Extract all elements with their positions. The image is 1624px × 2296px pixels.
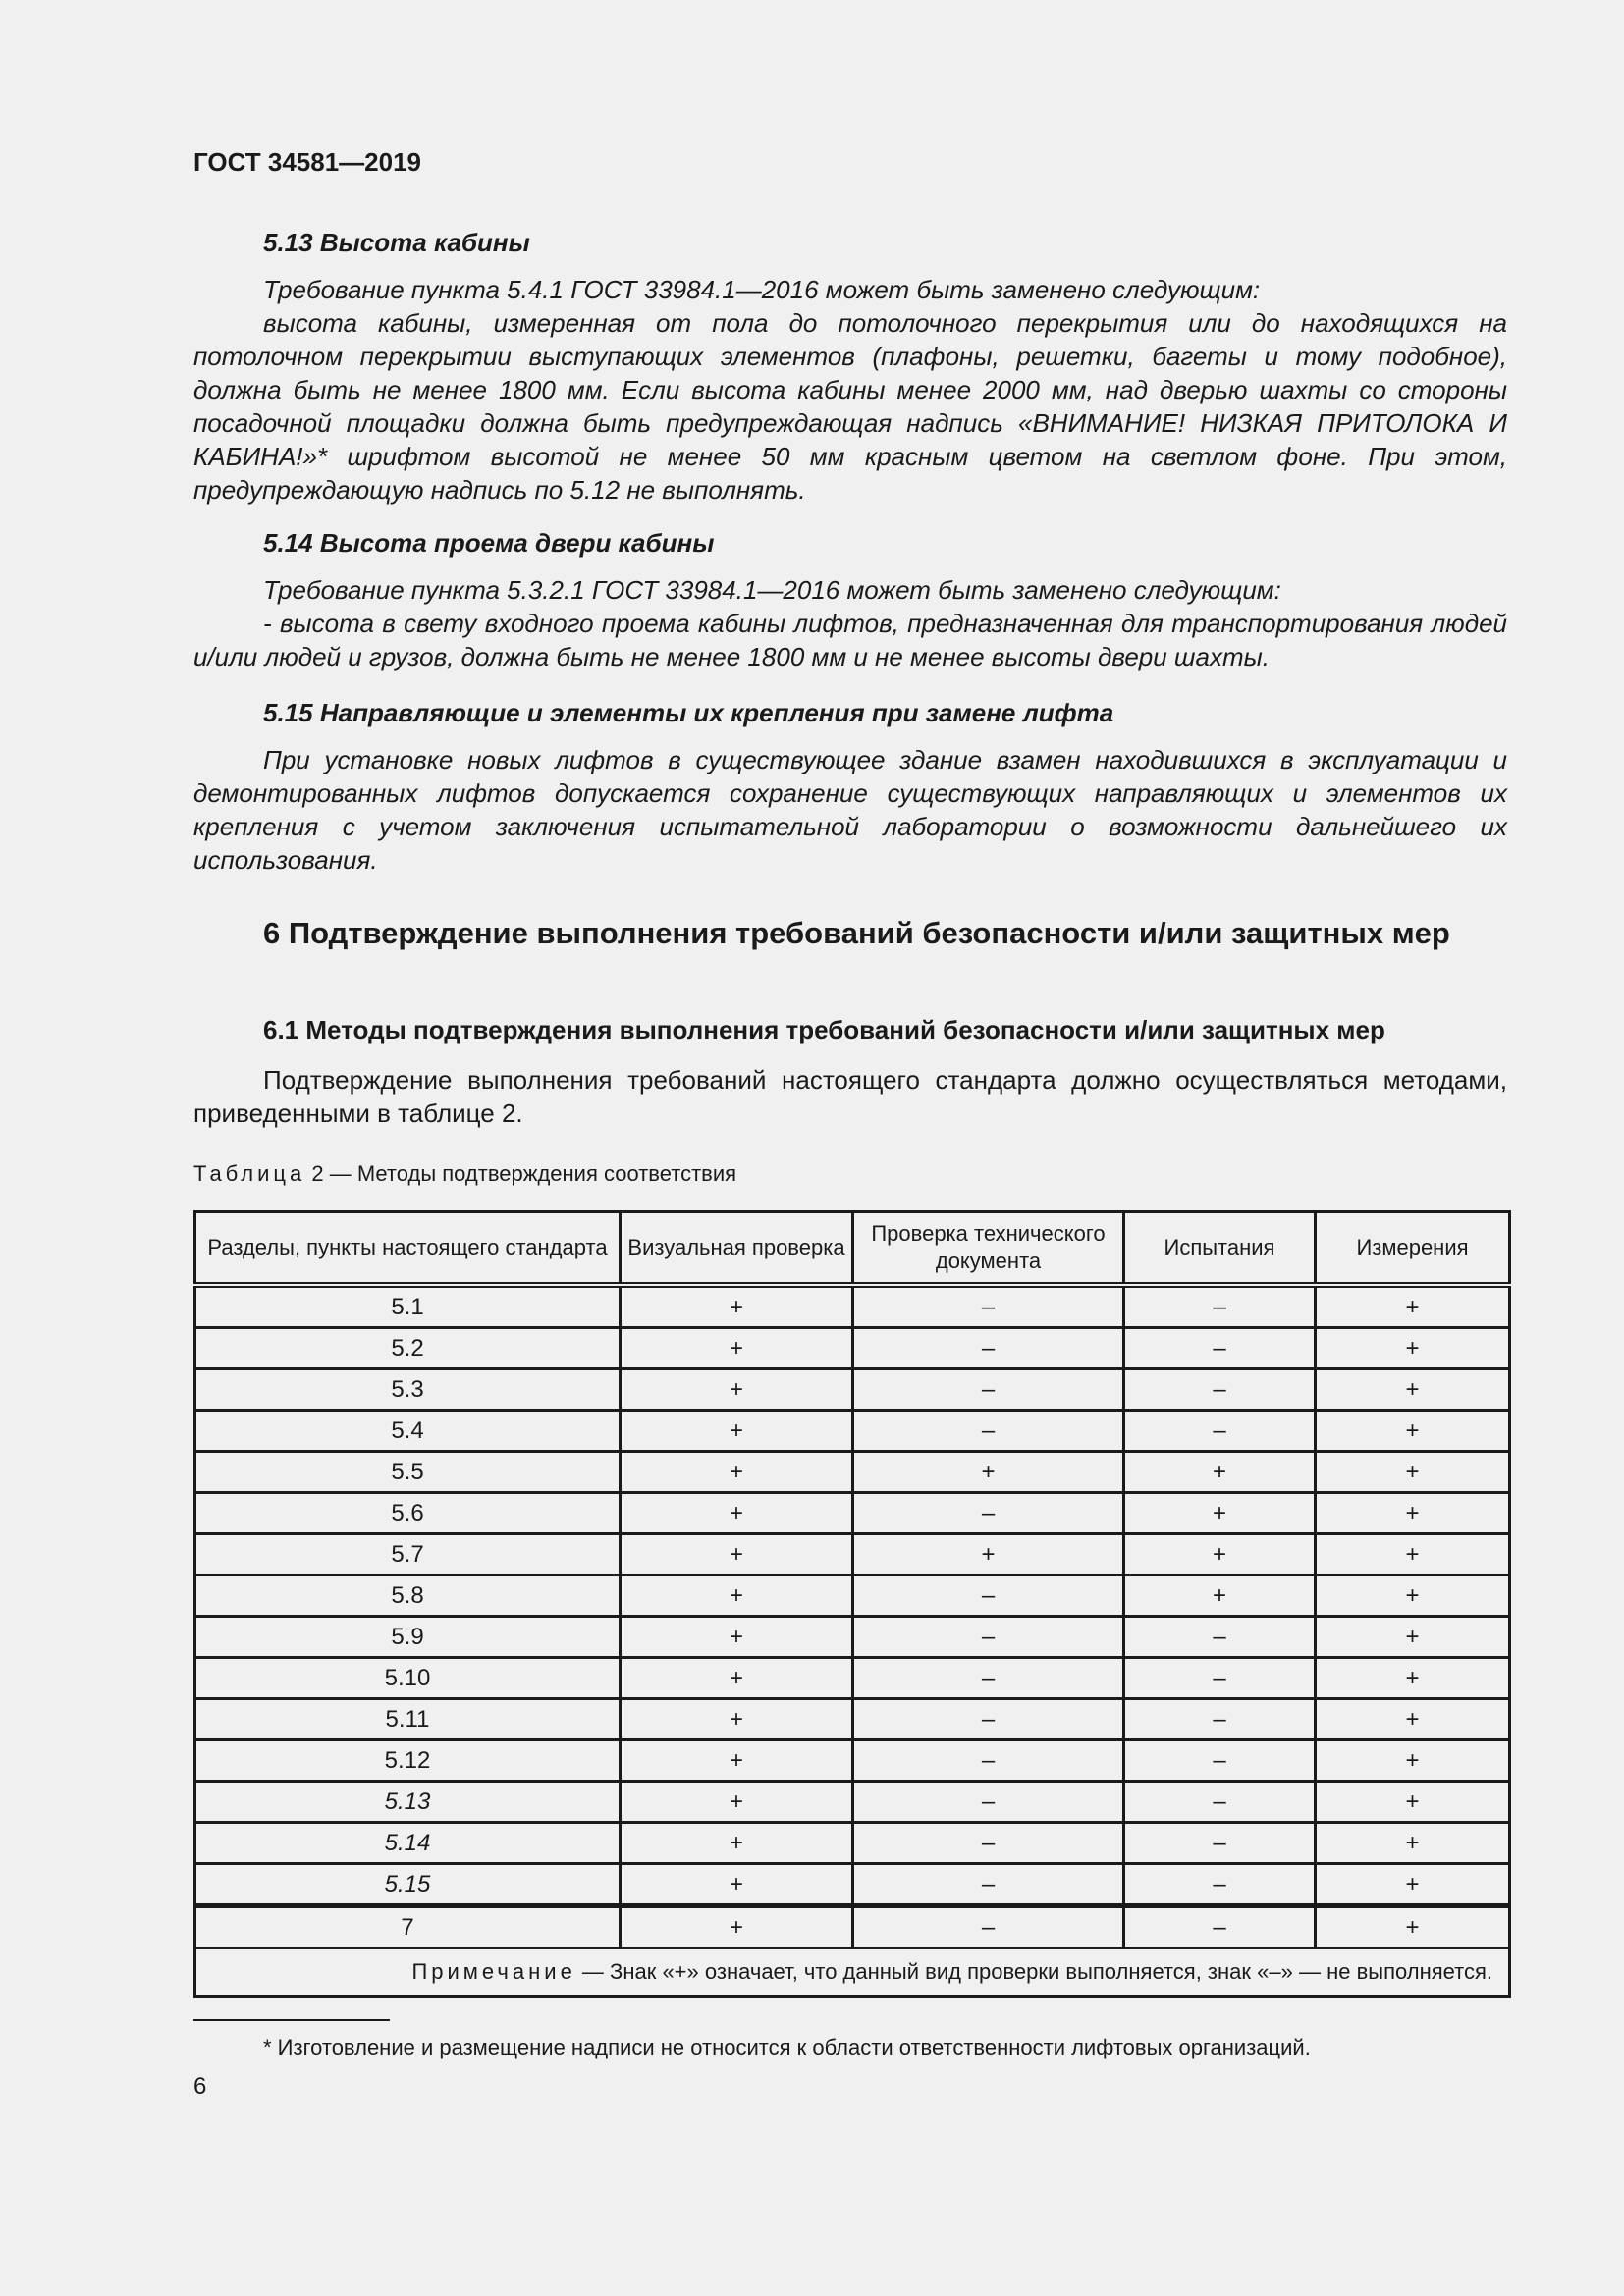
table-caption-prefix: Таблица — [193, 1161, 306, 1186]
section-body-5-13 — [193, 273, 1507, 507]
table-row — [195, 1534, 1510, 1575]
table-row — [195, 1452, 1510, 1493]
table-cell-mark: + — [1124, 1493, 1316, 1534]
table-cell-mark: + — [1316, 1493, 1510, 1534]
table-cell-mark: – — [853, 1328, 1124, 1369]
table-cell-mark: – — [853, 1658, 1124, 1699]
table-cell-mark: – — [1124, 1699, 1316, 1740]
table-row — [195, 1493, 1510, 1534]
table-cell-mark: + — [621, 1328, 853, 1369]
table-cell-mark: + — [621, 1411, 853, 1452]
table-cell-mark: + — [1316, 1369, 1510, 1411]
table-cell-mark: – — [853, 1906, 1124, 1949]
table-row — [195, 1617, 1510, 1658]
table-row — [195, 1699, 1510, 1740]
table-cell-mark: + — [1316, 1575, 1510, 1617]
table-cell-mark: – — [853, 1699, 1124, 1740]
subsection-6-1-title: 6.1 Методы подтверждения выполнения требований безопасности и/или защитных мер — [263, 1015, 1385, 1044]
table-cell-mark: – — [1124, 1782, 1316, 1823]
table-cell-mark: – — [1124, 1864, 1316, 1906]
table-cell-section: 5.13 — [195, 1782, 621, 1823]
table-cell-mark: + — [621, 1617, 853, 1658]
chapter-6-title: 6 Подтверждение выполнения требований безопасности и/или защитных мер — [263, 916, 1450, 950]
table-cell-mark: + — [621, 1699, 853, 1740]
table-cell-mark: + — [1316, 1617, 1510, 1658]
footnote: * Изготовление и размещение надписи не относится к области ответственности лифтовых организаций. — [263, 2035, 1311, 2059]
table-row — [195, 1658, 1510, 1699]
table-cell-mark: + — [1316, 1658, 1510, 1699]
table-cell-mark: – — [1124, 1285, 1316, 1328]
table-header-row — [195, 1212, 1510, 1286]
table-row — [195, 1864, 1510, 1906]
table-cell-mark: + — [853, 1452, 1124, 1493]
table-row — [195, 1285, 1510, 1328]
chapter-6-paragraph — [193, 1063, 1507, 1130]
table-cell-mark: + — [621, 1369, 853, 1411]
table-cell-mark: – — [853, 1617, 1124, 1658]
table-cell-mark: – — [1124, 1369, 1316, 1411]
section-body-5-14 — [193, 573, 1507, 673]
table-cell-mark: + — [1316, 1534, 1510, 1575]
table-cell-section: 5.15 — [195, 1864, 621, 1906]
table-cell-section: 5.4 — [195, 1411, 621, 1452]
table-cell-section: 5.5 — [195, 1452, 621, 1493]
table-cell-mark: + — [621, 1534, 853, 1575]
table-row — [195, 1328, 1510, 1369]
paragraph: Подтверждение выполнения требований настоящего стандарта должно осуществляться методами, приведенными в таблице 2. — [193, 1065, 1507, 1128]
table-row — [195, 1411, 1510, 1452]
table-cell-section: 5.10 — [195, 1658, 621, 1699]
table-cell-mark: + — [1316, 1740, 1510, 1782]
footnote-divider — [193, 2019, 390, 2021]
table-cell-section: 5.2 — [195, 1328, 621, 1369]
table-cell-mark: – — [1124, 1411, 1316, 1452]
table-cell-mark: + — [1124, 1534, 1316, 1575]
table-row — [195, 1906, 1510, 1949]
paragraph: Требование пункта 5.3.2.1 ГОСТ 33984.1—2016 может быть заменено следующим: — [263, 575, 1281, 605]
table-cell-mark: – — [853, 1782, 1124, 1823]
table-note-row — [195, 1949, 1510, 1997]
table-cell-mark: – — [853, 1575, 1124, 1617]
table-cell-section: 7 — [195, 1906, 621, 1949]
paragraph: При установке новых лифтов в существующее здание взамен находившихся в эксплуатации и демонтированных лифтов допускается сохранение существующих направляющих и элементов их крепления с учетом заключения испытательной лаборатории о возможности дальнейшего их использования. — [193, 745, 1507, 875]
paragraph: - высота в свету входного проема кабины лифтов, предназначенная для транспортирования людей и/или людей и грузов, должна быть не менее 1800 мм и не менее высоты двери шахты. — [193, 609, 1507, 671]
table-cell-mark: + — [621, 1452, 853, 1493]
table-cell-mark: – — [853, 1740, 1124, 1782]
column-header-measurements: Измерения — [1316, 1212, 1510, 1286]
table-cell-mark: – — [853, 1823, 1124, 1864]
table-cell-mark: – — [1124, 1658, 1316, 1699]
table-cell-section: 5.8 — [195, 1575, 621, 1617]
table-caption — [193, 1161, 736, 1187]
table-cell-mark: – — [853, 1369, 1124, 1411]
paragraph: высота кабины, измеренная от пола до потолочного перекрытия или до находящихся на потолочном перекрытии выступающих элементов (плафоны, решетки, багеты и тому подобное), должна быть не менее 1800 мм. Если высота кабины менее 2000 мм, над дверью шахты со стороны посадочной площадки должна быть предупреждающая надпись «ВНИМАНИЕ! НИЗКАЯ ПРИТОЛОКА И КАБИНА!»* шрифтом высотой не менее 50 мм красным цветом на светлом фоне. При этом, предупреждающую надпись по 5.12 не выполнять. — [193, 308, 1507, 505]
table-cell-mark: + — [1124, 1575, 1316, 1617]
table-cell-mark: + — [1316, 1452, 1510, 1493]
table-cell-mark: + — [621, 1823, 853, 1864]
table-cell-mark: + — [1124, 1452, 1316, 1493]
table-cell-mark: – — [853, 1864, 1124, 1906]
table-row — [195, 1369, 1510, 1411]
table-cell-section: 5.14 — [195, 1823, 621, 1864]
table-cell-mark: + — [621, 1740, 853, 1782]
table-cell-mark: + — [1316, 1906, 1510, 1949]
table-cell-mark: + — [621, 1658, 853, 1699]
table-cell-mark: – — [1124, 1328, 1316, 1369]
column-header-tests: Испытания — [1124, 1212, 1316, 1286]
table-row — [195, 1740, 1510, 1782]
table-cell-mark: + — [621, 1864, 853, 1906]
table-cell-section: 5.7 — [195, 1534, 621, 1575]
table-cell-mark: – — [853, 1285, 1124, 1328]
table-row — [195, 1575, 1510, 1617]
table-cell-mark: + — [621, 1575, 853, 1617]
table-cell-mark: + — [1316, 1328, 1510, 1369]
paragraph: Требование пункта 5.4.1 ГОСТ 33984.1—2016 может быть заменено следующим: — [263, 275, 1261, 304]
table-cell-mark: – — [1124, 1906, 1316, 1949]
table-cell-mark: – — [1124, 1740, 1316, 1782]
table-cell-mark: + — [621, 1285, 853, 1328]
table-cell-mark: – — [1124, 1823, 1316, 1864]
table-row — [195, 1823, 1510, 1864]
column-header-visual: Визуальная проверка — [621, 1212, 853, 1286]
section-title-5-14: 5.14 Высота проема двери кабины — [263, 528, 715, 558]
table-cell-mark: + — [621, 1782, 853, 1823]
table-cell-mark: – — [853, 1493, 1124, 1534]
table-cell-mark: + — [1316, 1699, 1510, 1740]
table-cell-mark: + — [621, 1906, 853, 1949]
document-code: ГОСТ 34581—2019 — [193, 147, 421, 177]
table-note-prefix: Примечание — [411, 1959, 576, 1984]
table-cell-mark: + — [1316, 1864, 1510, 1906]
page-number: 6 — [193, 2073, 207, 2100]
table-cell-mark: + — [1316, 1285, 1510, 1328]
section-title-5-13: 5.13 Высота кабины — [263, 228, 530, 257]
table-note-text: — Знак «+» означает, что данный вид проверки выполняется, знак «–» — не выполняется. — [575, 1959, 1492, 1984]
column-header-document-check: Проверка технического документа — [853, 1212, 1124, 1286]
table-note — [195, 1949, 1510, 1997]
table-row — [195, 1782, 1510, 1823]
table-cell-section: 5.3 — [195, 1369, 621, 1411]
section-title-5-15: 5.15 Направляющие и элементы их крепления при замене лифта — [263, 698, 1114, 727]
table-cell-mark: + — [621, 1493, 853, 1534]
table-cell-section: 5.12 — [195, 1740, 621, 1782]
table-cell-mark: – — [853, 1411, 1124, 1452]
column-header-sections: Разделы, пункты настоящего стандарта — [195, 1212, 621, 1286]
table-cell-mark: + — [853, 1534, 1124, 1575]
table-cell-mark: + — [1316, 1411, 1510, 1452]
table-cell-section: 5.6 — [195, 1493, 621, 1534]
table-cell-section: 5.9 — [195, 1617, 621, 1658]
table-cell-section: 5.1 — [195, 1285, 621, 1328]
table-cell-section: 5.11 — [195, 1699, 621, 1740]
table-caption-text: 2 — Методы подтверждения соответствия — [305, 1161, 737, 1186]
table-cell-mark: + — [1316, 1823, 1510, 1864]
table-cell-mark: – — [1124, 1617, 1316, 1658]
table-cell-mark: + — [1316, 1782, 1510, 1823]
section-body-5-15 — [193, 743, 1507, 877]
methods-table — [193, 1210, 1511, 1998]
